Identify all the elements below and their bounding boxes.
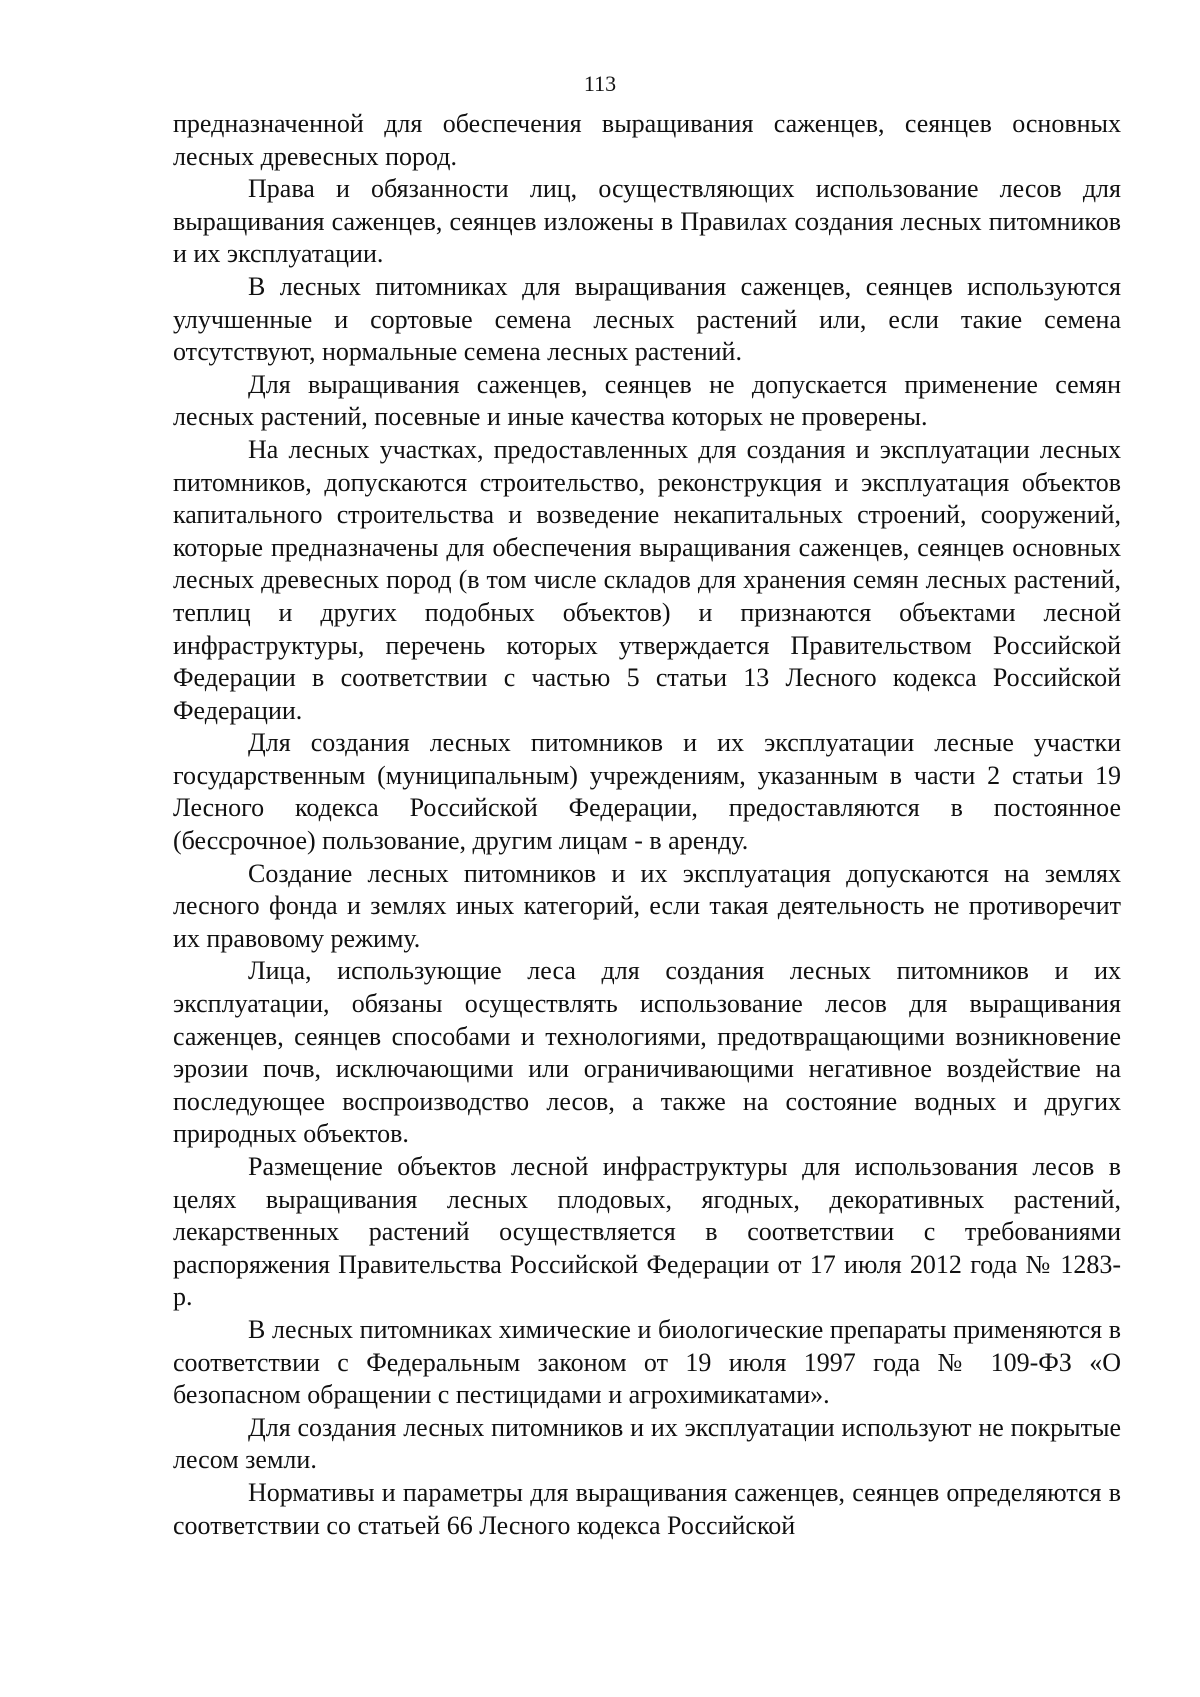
document-body: [173, 108, 1121, 1542]
paragraph-3: В лесных питомниках для выращивания саженцев, сеянцев используются улучшенные и сортовые семена лесных растений или, если такие семена отсутствуют, нормальные семена лесных растений.: [173, 271, 1121, 367]
paragraph-7: Создание лесных питомников и их эксплуатация допускаются на землях лесного фонда и землях иных категорий, если такая деятельность не противоречит их правовому режиму.: [173, 858, 1121, 953]
paragraph-4: Для выращивания саженцев, сеянцев не допускается применение семян лесных растений, посевные и иные качества которых не проверены.: [173, 369, 1121, 432]
paragraph-11: Для создания лесных питомников и их эксплуатации используют не покрытые лесом земли.: [173, 1412, 1121, 1475]
paragraph-8: Лица, использующие леса для создания лесных питомников и их эксплуатации, обязаны осуществлять использование лесов для выращивания саженцев, сеянцев способами и технологиями, предотвращающими возникновение эрозии почв, исключающими или ограничивающими негативное воздействие на последующее воспроизводство лесов, а также на состояние водных и других природных объектов.: [173, 956, 1121, 1149]
paragraph-9: Размещение объектов лесной инфраструктуры для использования лесов в целях выращивания лесных плодовых, ягодных, декоративных растений, лекарственных растений осуществляется в соответствии с требованиями распоряжения Правительства Российской Федерации от 17 июля 2012 года № 1283-р.: [173, 1152, 1121, 1312]
paragraph-10: В лесных питомниках химические и биологические препараты применяются в соответствии с Федеральным законом от 19 июля 1997 года № 109-ФЗ «О безопасном обращении с пестицидами и агрохимикатами».: [173, 1314, 1121, 1410]
paragraph-2: Права и обязанности лиц, осуществляющих использование лесов для выращивания саженцев, сеянцев изложены в Правилах создания лесных питомников и их эксплуатации.: [173, 174, 1121, 269]
paragraph-6: Для создания лесных питомников и их эксплуатации лесные участки государственным (муниципальным) учреждениям, указанным в части 2 статьи 19 Лесного кодекса Российской Федерации, предоставляются в постоянное (бессрочное) пользование, другим лицам - в аренду.: [173, 728, 1121, 856]
paragraph-5: На лесных участках, предоставленных для создания и эксплуатации лесных питомников, допускаются строительство, реконструкция и эксплуатация объектов капитального строительства и возведение некапитальных строений, сооружений, которые предназначены для обеспечения выращивания саженцев, сеянцев основных лесных древесных пород (в том числе складов для хранения семян лесных растений, теплиц и других подобных объектов) и признаются объектами лесной инфраструктуры, перечень которых утверждается Правительством Российской Федерации в соответствии с частью 5 статьи 13 Лесного кодекса Российской Федерации.: [173, 434, 1121, 725]
paragraph-1: предназначенной для обеспечения выращивания саженцев, сеянцев основных лесных древесных пород.: [173, 109, 1121, 171]
page-number: 113: [583, 71, 617, 96]
paragraph-12: Нормативы и параметры для выращивания саженцев, сеянцев определяются в соответствии со статьей 66 Лесного кодекса Российской: [173, 1477, 1121, 1540]
